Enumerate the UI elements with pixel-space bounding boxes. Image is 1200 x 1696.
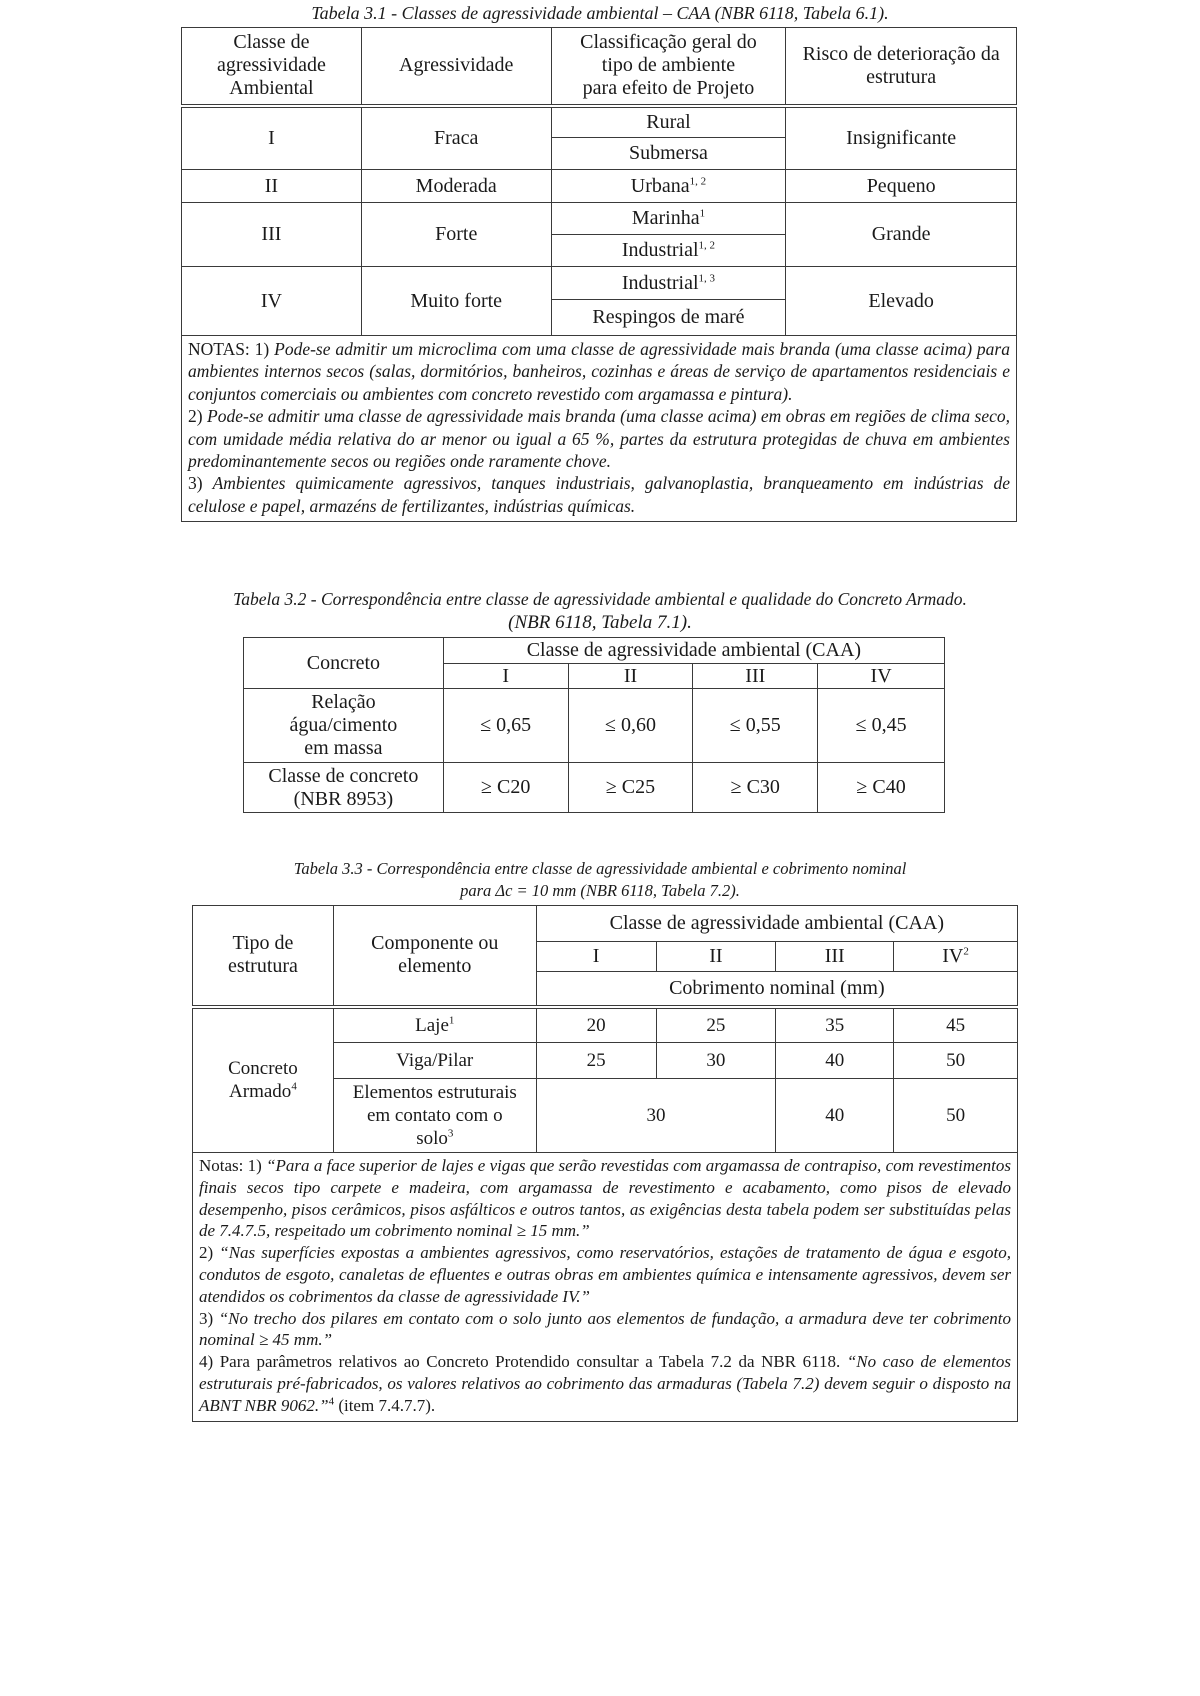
value-cell: ≤ 0,65 bbox=[443, 689, 568, 763]
classe-cell: I bbox=[182, 106, 362, 170]
ambiente-cell: Marinha$^1$ bbox=[551, 203, 786, 235]
class-header: III bbox=[776, 942, 894, 972]
header-componente: Componente ou elemento bbox=[333, 906, 536, 1007]
table2-caption-line1: Tabela 3.2 - Correspondência entre classe de agressividade ambiental e qualidade do Concreto Armado. bbox=[233, 589, 967, 609]
header-classe: Classe de agressividade Ambiental bbox=[182, 28, 362, 106]
header-risco: Risco de deterioração da estrutura bbox=[786, 28, 1017, 106]
header-agressividade: Agressividade bbox=[361, 28, 551, 106]
value-cell: 30 bbox=[536, 1079, 776, 1153]
agressividade-cell: Muito forte bbox=[361, 267, 551, 336]
header-caa: Classe de agressividade ambiental (CAA) bbox=[536, 906, 1017, 942]
value-cell: ≤ 0,55 bbox=[693, 689, 818, 763]
table-row bbox=[244, 763, 945, 813]
ambiente-cell: Industrial$^{1, 2}$ bbox=[551, 235, 786, 267]
risco-cell: Pequeno bbox=[786, 170, 1017, 203]
value-cell: ≥ C20 bbox=[443, 763, 568, 813]
table3-caption-line2: para Δc = 10 mm (NBR 6118, Tabela 7.2). bbox=[460, 881, 740, 900]
value-cell: ≥ C25 bbox=[568, 763, 693, 813]
risco-cell: Elevado bbox=[786, 267, 1017, 336]
value-cell: ≥ C40 bbox=[818, 763, 945, 813]
class-header: $IV^2$ bbox=[894, 942, 1018, 972]
agressividade-cell: Fraca bbox=[361, 106, 551, 170]
header-concreto: Concreto bbox=[244, 638, 444, 689]
class-header: I bbox=[443, 664, 568, 689]
risco-cell: Grande bbox=[786, 203, 1017, 267]
classe-cell: IV bbox=[182, 267, 362, 336]
header-caa: Classe de agressividade ambiental (CAA) bbox=[443, 638, 944, 664]
table-row bbox=[182, 106, 1017, 138]
class-header: I bbox=[536, 942, 656, 972]
table-caa-classes bbox=[181, 27, 1017, 522]
componente-cell: Viga/Pilar bbox=[333, 1043, 536, 1079]
componente-cell: Elementos estruturais em contato com o solo$^3$ bbox=[333, 1079, 536, 1153]
classe-cell: II bbox=[182, 170, 362, 203]
value-cell: 20 bbox=[536, 1007, 656, 1043]
value-cell: 35 bbox=[776, 1007, 894, 1043]
value-cell: 50 bbox=[894, 1079, 1018, 1153]
class-header: IV bbox=[818, 664, 945, 689]
header-classificacao: Classificação geral do tipo de ambiente para efeito de Projeto bbox=[551, 28, 786, 106]
class-header: II bbox=[656, 942, 776, 972]
ambiente-cell: Rural bbox=[551, 106, 786, 138]
value-cell: ≤ 0,45 bbox=[818, 689, 945, 763]
table-concreto-qualidade bbox=[243, 637, 945, 813]
table-row bbox=[182, 203, 1017, 235]
value-cell: ≤ 0,60 bbox=[568, 689, 693, 763]
table1-caption: Tabela 3.1 - Classes de agressividade ambiental – CAA (NBR 6118, Tabela 6.1). bbox=[311, 3, 889, 23]
table-row bbox=[193, 1007, 1018, 1043]
tipo-cell: Concreto Armado$^4$ bbox=[193, 1007, 334, 1153]
table-row bbox=[182, 267, 1017, 300]
class-header: III bbox=[693, 664, 818, 689]
ambiente-cell: Industrial$^{1, 3}$ bbox=[551, 267, 786, 300]
table1-notes: NOTAS: 1) Pode-se admitir um microclima com uma classe de agressividade mais branda (uma classe acima) para ambientes internos secos (salas, dormitórios, banheiros, cozinhas e áreas de serviço de apartamentos residenciais e conjuntos comerciais ou ambientes com concreto revestido com argamassa e pintura). 2) Pode-se admitir uma classe de agressividade mais branda (uma classe acima) em obras em regiões de clima seco, com umidade média relativa do ar menor ou igual a 65 %, partes da estrutura protegidas de chuva em ambientes predominantemente secos ou regiões onde raramente chove. 3) Ambientes quimicamente agressivos, tanques industriais, galvanoplastia, branqueamento em indústrias de celulose e papel, armazéns de fertilizantes, indústrias químicas. bbox=[182, 336, 1017, 522]
classe-cell: III bbox=[182, 203, 362, 267]
value-cell: ≥ C30 bbox=[693, 763, 818, 813]
row-label: Classe de concreto (NBR 8953) bbox=[244, 763, 444, 813]
value-cell: 40 bbox=[776, 1043, 894, 1079]
value-cell: 50 bbox=[894, 1043, 1018, 1079]
value-cell: 25 bbox=[656, 1007, 776, 1043]
class-header: II bbox=[568, 664, 693, 689]
table-row bbox=[182, 170, 1017, 203]
row-label: Relação água/cimento em massa bbox=[244, 689, 444, 763]
risco-cell: Insignificante bbox=[786, 106, 1017, 170]
header-cobrimento: Cobrimento nominal (mm) bbox=[536, 972, 1017, 1007]
value-cell: 25 bbox=[536, 1043, 656, 1079]
header-tipo: Tipo de estrutura bbox=[193, 906, 334, 1007]
value-cell: 45 bbox=[894, 1007, 1018, 1043]
componente-cell: Laje$^1$ bbox=[333, 1007, 536, 1043]
value-cell: 40 bbox=[776, 1079, 894, 1153]
table-cobrimento-nominal bbox=[192, 905, 1018, 1422]
table-row bbox=[244, 689, 945, 763]
table2-caption-line2: (NBR 6118, Tabela 7.1). bbox=[508, 612, 692, 633]
agressividade-cell: Forte bbox=[361, 203, 551, 267]
ambiente-cell: Submersa bbox=[551, 138, 786, 170]
ambiente-cell: Urbana$^{1, 2}$ bbox=[551, 170, 786, 203]
value-cell: 30 bbox=[656, 1043, 776, 1079]
table3-caption-line1: Tabela 3.3 - Correspondência entre classe de agressividade ambiental e cobrimento nominal bbox=[293, 859, 907, 878]
agressividade-cell: Moderada bbox=[361, 170, 551, 203]
ambiente-cell: Respingos de maré bbox=[551, 300, 786, 336]
table3-notes: Notas: 1) “Para a face superior de lajes e vigas que serão revestidas com argamassa de contrapiso, com revestimentos finais secos tipo carpete e madeira, com argamassa de revestimento e acabamento, como pisos de elevado desempenho, pisos cerâmicos, pisos asfálticos e outros tantos, as exigências desta tabela podem ser substituídas pelas de 7.4.7.5, respeitado um cobrimento nominal ≥ 15 mm.” 2) “Nas superfícies expostas a ambientes agressivos, como reservatórios, estações de tratamento de água e esgoto, condutos de esgoto, canaletas de efluentes e outras obras em ambientes química e intensamente agressivos, devem ser atendidos os cobrimentos da classe de agressividade IV.” 3) “No trecho dos pilares em contato com o solo junto aos elementos de fundação, a armadura deve ter cobrimento nominal ≥ 45 mm.” 4) Para parâmetros relativos ao Concreto Protendido consultar a Tabela 7.2 da NBR 6118. “No caso de elementos estruturais pré-fabricados, os valores relativos ao cobrimento das armaduras (Tabela 7.2) devem seguir o disposto na ABNT NBR 9062.”$^4$ (item 7.4.7.7). bbox=[193, 1153, 1018, 1422]
